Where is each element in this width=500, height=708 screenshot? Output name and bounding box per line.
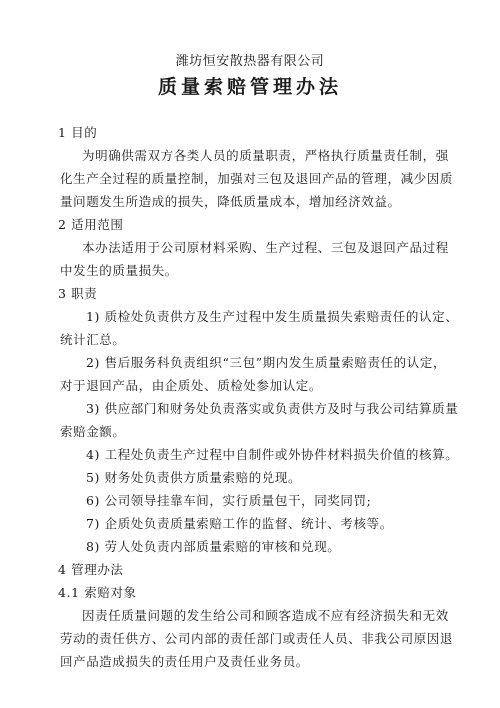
duty-item-3-line: 索赔金额。 (60, 424, 126, 439)
section-4-heading: 4 管理办法 (58, 562, 124, 577)
duty-item-2-line: 对于退回产品，由企质处、质检处参加认定。 (60, 378, 323, 393)
duty-item-7-line: 7) 企质处负责质量索赔工作的监督、统计、考核等。 (86, 516, 393, 531)
section-4-1-heading: 4.1 索赔对象 (58, 585, 137, 600)
section-1-para-line: 为明确供需双方各类人员的质量职责，严格执行质量责任制，强 (82, 148, 449, 163)
duty-item-5-line: 5) 财务处负责供方质量索赔的兑现。 (86, 470, 302, 485)
duty-item-4-line: 4) 工程处负责生产过程中自制件或外协件材料损失价值的核算。 (86, 447, 459, 462)
duty-item-8-line: 8) 劳人处负责内部质量索赔的审核和兑现。 (86, 539, 341, 554)
duty-item-6-line: 6) 公司领导挂靠车间，实行质量包干，同奖同罚; (86, 493, 372, 508)
section-2-para-line: 本办法适用于公司原材料采购、生产过程、三包及退回产品过程 (82, 240, 449, 255)
duty-item-2-line: 2) 售后服务科负责组织“三包”期内发生质量索赔责任的认定， (86, 355, 447, 370)
section-3-heading: 3 职责 (58, 286, 98, 301)
duty-item-3-line: 3) 供应部门和财务处负责落实或负责供方及时与我公司结算质量 (86, 401, 459, 416)
document-title: 质量索赔管理办法 (157, 76, 342, 98)
section-1-para-line: 量问题发生所造成的损失，降低质量成本，增加经济效益。 (60, 194, 401, 209)
section-4-1-para-line: 回产品造成损失的责任用户及责任业务员。 (60, 654, 309, 669)
company-name: 潍坊恒安散热器有限公司 (175, 54, 325, 69)
section-2-heading: 2 适用范围 (58, 217, 124, 232)
duty-item-1-line: 1) 质检处负责供方及生产过程中发生质量损失索赔责任的认定、 (86, 309, 459, 324)
section-2-para-line: 中发生的质量损失。 (60, 263, 178, 278)
duty-item-1-line: 统计汇总。 (60, 332, 126, 347)
section-1-heading: 1 目的 (58, 125, 98, 140)
section-1-para-line: 化生产全过程的质量控制，加强对三包及退回产品的管理，减少因质 (60, 171, 454, 186)
section-4-1-para-line: 劳动的责任供方、公司内部的责任部门或责任人员、非我公司原因退 (60, 631, 454, 646)
section-4-1-para-line: 因责任质量问题的发生给公司和顾客造成不应有经济损失和无效 (82, 608, 449, 623)
